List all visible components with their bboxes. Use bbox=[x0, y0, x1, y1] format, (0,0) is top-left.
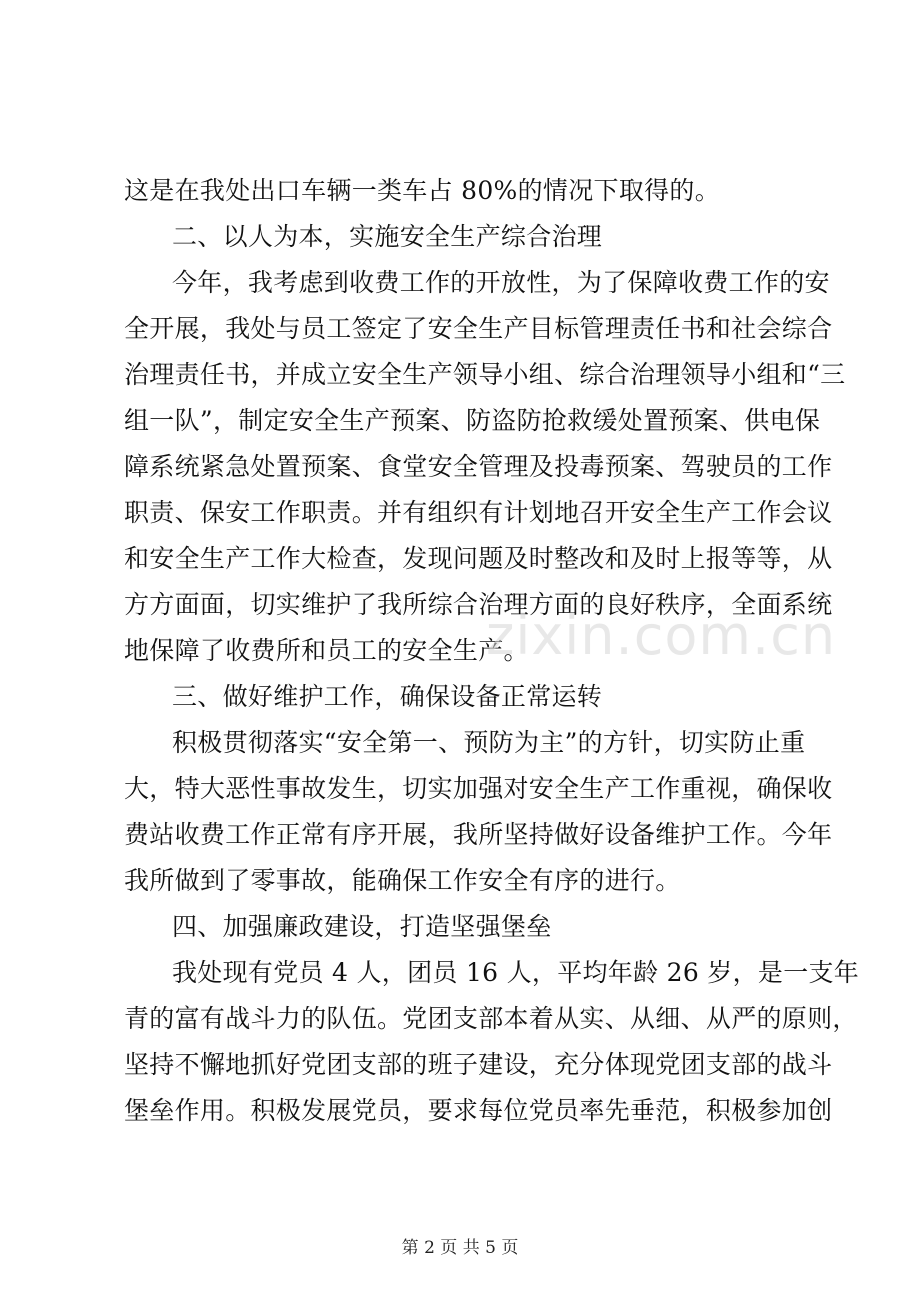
paragraph-line: 职责、保安工作职责。并有组织有计划地召开安全生产工作会议 bbox=[124, 498, 833, 527]
paragraph-line: 这是在我处出口车辆一类车占 80%的情况下取得的。 bbox=[124, 176, 721, 205]
paragraph-line: 我处现有党员 4 人，团员 16 人，平均年龄 26 岁，是一支年 bbox=[172, 958, 860, 987]
paragraph-line: 组一队”，制定安全生产预案、防盗防抢救缓处置预案、供电保 bbox=[124, 406, 821, 435]
paragraph-line: 青的富有战斗力的队伍。党团支部本着从实、从细、从严的原则， bbox=[124, 1004, 858, 1033]
paragraph-line: 方方面面，切实维护了我所综合治理方面的良好秩序，全面系统 bbox=[124, 590, 833, 619]
paragraph-line: 我所做到了零事故，能确保工作安全有序的进行。 bbox=[124, 866, 681, 895]
paragraph-line: 今年，我考虑到收费工作的开放性，为了保障收费工作的安 bbox=[172, 268, 830, 297]
paragraph-line: 堡垒作用。积极发展党员，要求每位党员率先垂范，积极参加创 bbox=[124, 1096, 833, 1125]
watermark: zixin.com.cn bbox=[486, 604, 837, 667]
paragraph-line: 和安全生产工作大检查，发现问题及时整改和及时上报等等，从 bbox=[124, 544, 833, 573]
paragraph-line: 地保障了收费所和员工的安全生产。 bbox=[124, 636, 529, 665]
page-footer: 第 2 页 共 5 页 bbox=[401, 1238, 519, 1258]
section-heading: 三、做好维护工作，确保设备正常运转 bbox=[172, 682, 603, 711]
section-heading: 四、加强廉政建设，打造坚强堡垒 bbox=[172, 912, 552, 941]
paragraph-line: 全开展，我处与员工签定了安全生产目标管理责任书和社会综合 bbox=[124, 314, 833, 343]
paragraph-line: 费站收费工作正常有序开展，我所坚持做好设备维护工作。今年 bbox=[124, 820, 833, 849]
paragraph-line: 大，特大恶性事故发生，切实加强对安全生产工作重视，确保收 bbox=[124, 774, 833, 803]
paragraph-line: 积极贯彻落实“安全第一、预防为主”的方针，切实防止重 bbox=[172, 728, 806, 757]
paragraph-line: 障系统紧急处置预案、食堂安全管理及投毒预案、驾驶员的工作 bbox=[124, 452, 833, 481]
paragraph-line: 坚持不懈地抓好党团支部的班子建设，充分体现党团支部的战斗 bbox=[124, 1050, 833, 1079]
section-heading: 二、以人为本，实施安全生产综合治理 bbox=[172, 222, 603, 251]
paragraph-line: 治理责任书，并成立安全生产领导小组、综合治理领导小组和“三 bbox=[124, 360, 846, 389]
